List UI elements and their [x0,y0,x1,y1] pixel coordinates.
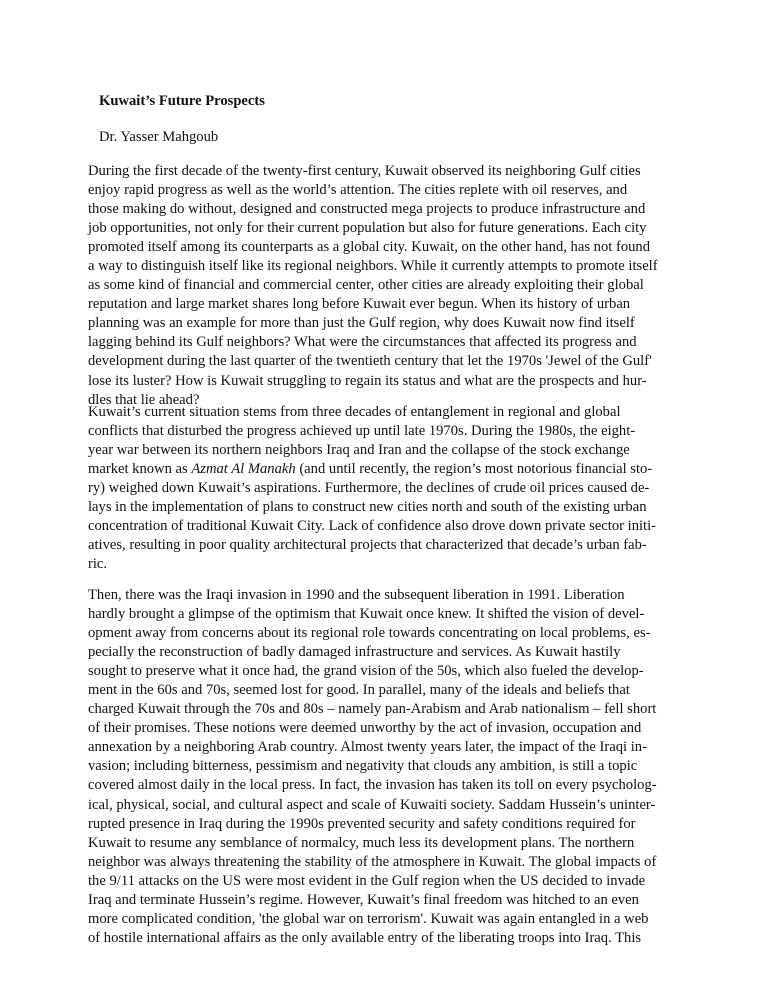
text-line: planning was an example for more than just the Gulf region, why does Kuwait now find itself [88,315,635,332]
text-line: reputation and large market shares long before Kuwait ever begun. When its history of urban [88,296,631,313]
text-line: job opportunities, not only for their current population but also for future generations. Each city [88,220,647,237]
text-line: promoted itself among its counterparts as a global city. Kuwait, on the other hand, has not found [88,239,651,256]
paragraph-3 [88,586,688,948]
text-line: more complicated condition, 'the global war on terrorism'. Kuwait was again entangled in a web [88,910,649,927]
text-line: charged Kuwait through the 70s and 80s – namely pan-Arabism and Arab nationalism – fell short [88,701,657,718]
text-line: Iraq and terminate Hussein’s regime. However, Kuwait’s final freedom was hitched to an even [88,891,639,908]
text-line: enjoy rapid progress as well as the world’s attention. The cities replete with oil reserves, and [88,182,628,199]
paragraph-2 [88,403,688,574]
text-line: those making do without, designed and constructed mega projects to produce infrastructure and [88,201,646,218]
paragraph-1 [88,162,688,410]
text-line: as some kind of financial and commercial center, other cities are already exploiting their global [88,277,644,294]
text-line: Kuwait to resume any semblance of normalcy, much less its development plans. The northern [88,834,635,851]
text-line: pecially the reconstruction of badly damaged infrastructure and services. As Kuwait hastily [88,644,621,661]
text-line: concentration of traditional Kuwait City. Lack of confidence also drove down private sector initi- [88,518,657,535]
text-line: rupted presence in Iraq during the 1990s prevented security and safety conditions required for [88,815,636,832]
text-line: atives, resulting in poor quality architectural projects that characterized that decade’s urban fab- [88,537,647,554]
text-line: annexation by a neighboring Arab country. Almost twenty years later, the impact of the Iraqi in- [88,739,647,756]
text-line: ric. [88,556,108,573]
text-line: of their promises. These notions were deemed unworthy by the act of invasion, occupation and [88,720,642,737]
text-line: of hostile international affairs as the only available entry of the liberating troops into Iraq. This [88,929,642,946]
italic-term: Azmat Al Manakh [191,461,296,478]
text-line: the 9/11 attacks on the US were most evident in the Gulf region when the US decided to invade [88,872,646,889]
text-line: Then, there was the Iraqi invasion in 1990 and the subsequent liberation in 1991. Liberation [88,587,625,603]
text-line: lays in the implementation of plans to construct new cities north and south of the existing urban [88,499,647,516]
text-line: ment in the 60s and 70s, seemed lost for good. In parallel, many of the ideals and beliefs that [88,682,630,699]
text-line: vasion; including bitterness, pessimism and negativity that clouds any ambition, is still a topic [88,758,638,775]
text-line: lose its luster? How is Kuwait struggling to regain its status and what are the prospects and hur- [88,372,647,389]
text-line: ry) weighed down Kuwait’s aspirations. Furthermore, the declines of crude oil prices caused de- [88,480,650,497]
text-line: dles that lie ahead? [88,391,200,408]
document-author: Dr. Yasser Mahgoub [99,129,219,145]
text-line: hardly brought a glimpse of the optimism that Kuwait once knew. It shifted the vision of devel- [88,606,645,623]
text-line: neighbor was always threatening the stability of the atmosphere in Kuwait. The global impacts of [88,853,657,870]
text-line: lagging behind its Gulf neighbors? What were the circumstances that affected its progress and [88,334,637,351]
text-line: ical, physical, social, and cultural aspect and scale of Kuwaiti society. Saddam Hussein’s uninter- [88,796,656,813]
text-line: year war between its northern neighbors Iraq and Iran and the collapse of the stock exchange [88,442,630,459]
text-line: During the first decade of the twenty-first century, Kuwait observed its neighboring Gulf cities [88,163,641,179]
text-line: Kuwait’s current situation stems from three decades of entanglement in regional and global [88,404,621,420]
text-line: covered almost daily in the local press. In fact, the invasion has taken its toll on every psycholog- [88,777,657,794]
text-line: market known as Azmat Al Manakh (and until recently, the region’s most notorious financial sto- [88,461,653,478]
text-line: conflicts that disturbed the progress achieved up until late 1970s. During the 1980s, the eight- [88,423,636,440]
text-line: a way to distinguish itself like its regional neighbors. While it currently attempts to promote itself [88,258,658,275]
text-line: opment away from concerns about its regional role towards concentrating on local problems, es- [88,625,651,642]
text-line: development during the last quarter of the twentieth century that let the 1970s 'Jewel of the Gulf' [88,353,652,370]
text-line: sought to preserve what it once had, the grand vision of the 50s, which also fueled the develop- [88,663,644,680]
document-title: Kuwait’s Future Prospects [99,93,265,109]
